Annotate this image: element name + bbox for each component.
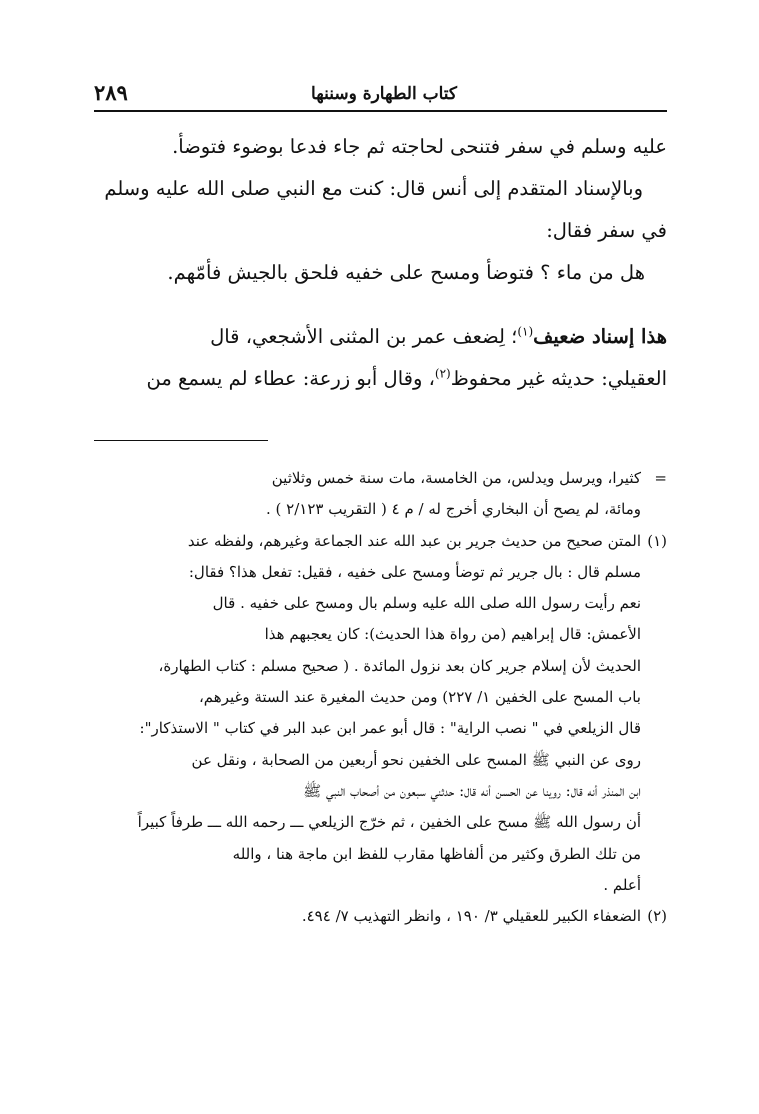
verdict-line	[94, 316, 667, 358]
footnote-line: (١)المتن صحيح من حديث جرير بن عبد الله عند الجماعة وغيرهم، ولفظه عند	[94, 526, 641, 557]
text-line: وبالإسناد المتقدم إلى أنس قال: كنت مع النبي صلى الله عليه وسلم	[104, 177, 643, 200]
footnote-line: =كثيرا، ويرسل ويدلس، من الخامسة، مات سنة خمس وثلاثين	[94, 463, 641, 494]
text-line: هل من ماء ؟ فتوضأ ومسح على خفيه فلحق بالجيش فأمّهم.	[167, 261, 645, 284]
footnote-line: روى عن النبي ﷺ المسح على الخفين نحو أربعين من الصحابة ، ونقل عن	[191, 750, 641, 769]
footnote-1-marker: (١)	[647, 531, 667, 550]
verdict-line	[94, 358, 667, 400]
page-number: ٢٨٩	[94, 80, 128, 105]
main-text	[94, 126, 667, 400]
footnote-2	[94, 901, 667, 932]
running-header	[94, 80, 667, 112]
footnote-line: مسلم قال : بال جرير ثم توضأ ومسح على خفيه ، فقيل: تفعل هذا؟ فقال:	[188, 562, 641, 581]
footnote-ref-1[interactable]: (١)	[517, 324, 534, 339]
footnote-2-marker: (٢)	[647, 907, 667, 926]
footnote-line: نعم رأيت رسول الله صلى الله عليه وسلم بال ومسح على خفيه . قال	[212, 594, 641, 613]
footnote-line: أعلم .	[603, 875, 641, 894]
text-line: في سفر فقال:	[546, 219, 667, 242]
footnote-continued	[94, 463, 667, 526]
verdict-text: ؛ لِضعف عمر بن المثنى الأشجعي، قال	[210, 325, 518, 348]
footnote-line: من تلك الطرق وكثير من ألفاظها مقارب للفظ ابن ماجة هنا ، والله	[232, 844, 641, 863]
continuation-marker: =	[654, 469, 667, 487]
footnote-line: باب المسح على الخفين ١/ ٢٢٧) ومن حديث المغيرة عند الستة وغيرهم،	[198, 688, 641, 707]
verdict-bold: هذا إسناد ضعيف	[533, 325, 667, 348]
footnote-line: الحديث لأن إسلام جرير كان بعد نزول المائدة . ( صحيح مسلم : كتاب الطهارة،	[158, 656, 641, 675]
text-line: عليه وسلم في سفر فتنحى لحاجته ثم جاء فدعا بوضوء فتوضأ.	[172, 135, 667, 158]
footnote-separator	[94, 440, 268, 441]
verdict-text: العقيلي: حديثه غير محفوظ	[450, 367, 667, 390]
footnote-line: ابن المنذر أنه قال: روينا عن الحسن أنه قال: حدثني سبعون من أصحاب النبي ﷺ	[303, 781, 641, 800]
footnote-line: (٢)الضعفاء الكبير للعقيلي ٣/ ١٩٠ ، وانظر التهذيب ٧/ ٤٩٤.	[94, 901, 641, 932]
footnote-line: ومائة، لم يصح أن البخاري أخرج له / م ٤ ( التقريب ٢/١٢٣ ) .	[266, 500, 641, 519]
footnotes	[94, 463, 667, 932]
footnote-line: الأعمش: قال إبراهيم (من رواة هذا الحديث): كان يعجبهم هذا	[264, 625, 641, 644]
footnote-1	[94, 526, 667, 902]
footnote-line: قال الزيلعي في " نصب الراية" : قال أبو عمر ابن عبد البر في كتاب " الاستذكار":	[139, 719, 641, 738]
footnote-ref-2[interactable]: (٢)	[434, 366, 451, 381]
verdict-text: ، وقال أبو زرعة: عطاء لم يسمع من	[146, 367, 435, 390]
chapter-title: كتاب الطهارة وسننها	[311, 84, 457, 104]
footnote-line: أن رسول الله ﷺ مسح على الخفين ، ثم خرّج الزيلعي ـــ رحمه الله ـــ طرفاً كبيراً	[137, 813, 641, 832]
